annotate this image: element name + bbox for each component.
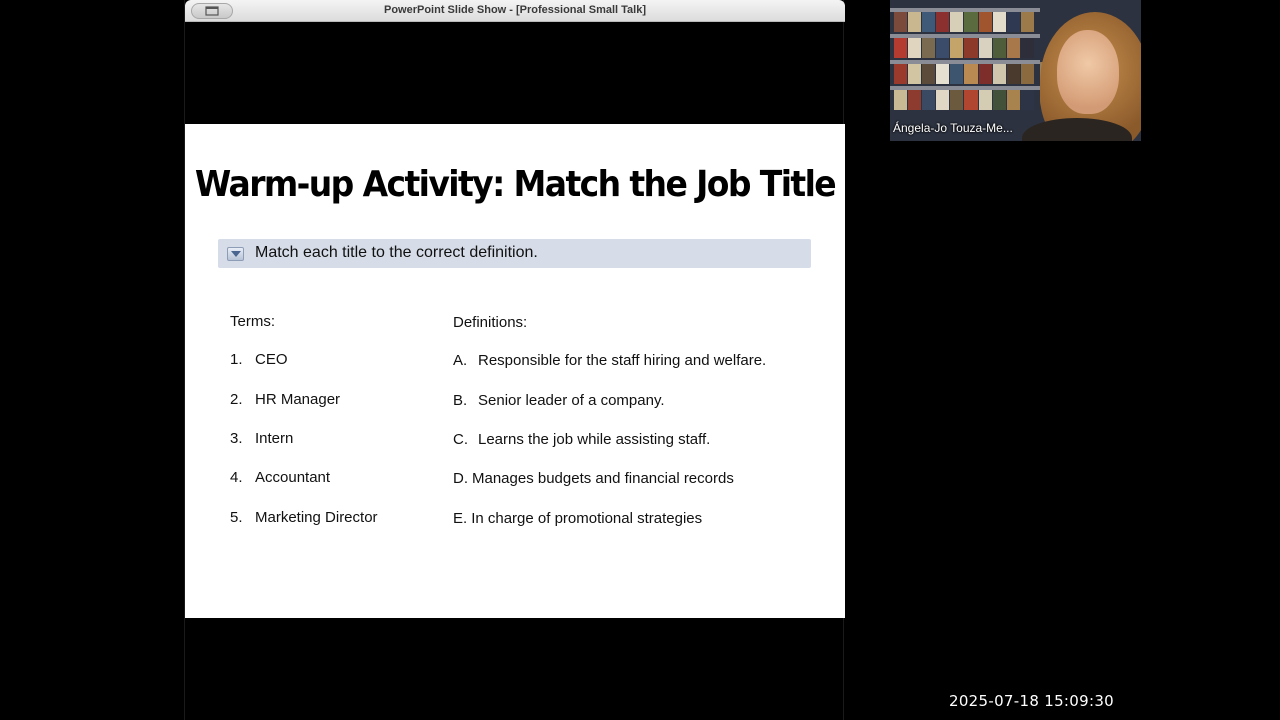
definition-text: Senior leader of a company. — [478, 392, 665, 409]
term-label: CEO — [255, 351, 288, 368]
definition-letter: B. — [453, 392, 468, 409]
definition-letter: E. — [453, 510, 468, 527]
window-title: PowerPoint Slide Show - [Professional Small Talk] — [383, 4, 646, 16]
term-number: 2. — [230, 391, 243, 408]
powerpoint-slideshow-window — [184, 0, 844, 720]
definition-item — [453, 352, 766, 369]
definition-letter: D. — [453, 470, 468, 487]
definition-letter: C. — [453, 431, 468, 448]
definition-item — [453, 510, 702, 527]
bookshelf-decor — [894, 90, 1034, 110]
definition-text: Manages budgets and financial records — [472, 470, 734, 487]
term-label: Marketing Director — [255, 509, 378, 526]
definition-item — [453, 470, 734, 487]
definitions-heading: Definitions: — [453, 314, 528, 331]
term-item — [230, 391, 340, 408]
slide — [185, 124, 845, 618]
definition-letter: A. — [453, 352, 468, 369]
bookshelf-decor — [894, 12, 1034, 32]
term-item — [230, 509, 378, 526]
term-item — [230, 351, 288, 368]
participant-video-tile[interactable] — [890, 0, 1141, 141]
recording-timestamp: 2025-07-18 15:09:30 — [949, 692, 1115, 710]
dropdown-arrow-icon — [227, 247, 244, 261]
definition-text: Responsible for the staff hiring and welfare. — [478, 352, 767, 369]
term-label: Accountant — [255, 469, 331, 486]
term-item — [230, 430, 293, 447]
definition-item — [453, 392, 665, 409]
definition-text: Learns the job while assisting staff. — [478, 431, 711, 448]
term-label: Intern — [255, 430, 294, 447]
term-item — [230, 469, 330, 486]
definition-item — [453, 431, 710, 448]
window-titlebar — [185, 0, 845, 22]
term-number: 5. — [230, 509, 243, 526]
term-number: 4. — [230, 469, 243, 486]
term-label: HR Manager — [255, 391, 341, 408]
instruction-text: Match each title to the correct definition. — [255, 244, 538, 261]
terms-heading: Terms: — [230, 313, 275, 330]
participant-name-label: Ángela-Jo Touza-Me... — [893, 121, 1013, 135]
definition-text: In charge of promotional strategies — [471, 510, 703, 527]
term-number: 3. — [230, 430, 243, 447]
bookshelf-decor — [894, 38, 1034, 58]
term-number: 1. — [230, 351, 243, 368]
bookshelf-decor — [894, 64, 1034, 84]
instruction-bar — [218, 239, 811, 268]
slide-title: Warm-up Activity: Match the Job Title — [194, 162, 836, 205]
participant-face — [1057, 30, 1119, 114]
